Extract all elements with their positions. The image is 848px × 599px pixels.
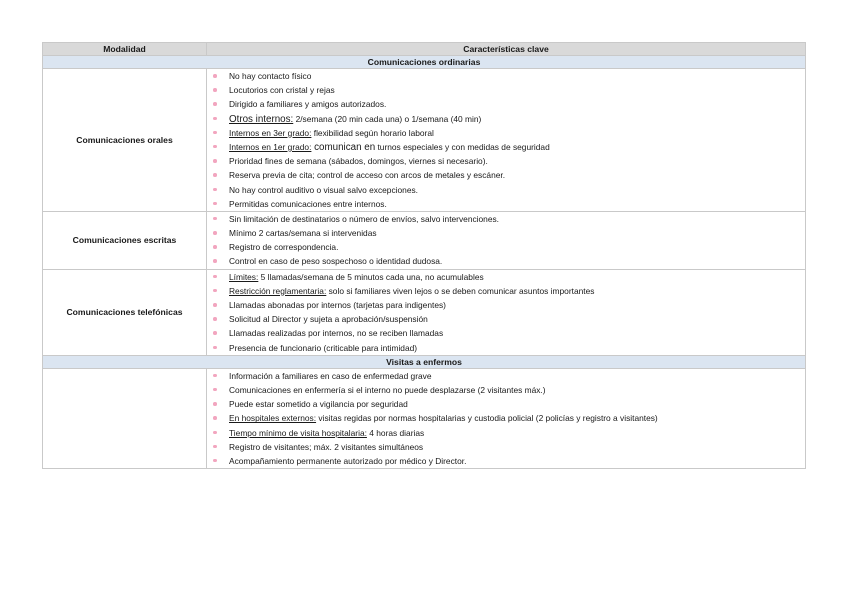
list-item (207, 154, 805, 168)
item-text: flexibilidad según horario laboral (311, 127, 434, 138)
list-item (207, 312, 805, 326)
row-escritas (43, 211, 806, 269)
item-text: No hay control auditivo o visual salvo excepciones. (229, 184, 419, 195)
item-text: solo si familiares viven lejos o se deben comunicar asuntos importantes (326, 285, 595, 296)
item-text: Reserva previa de cita; control de acceso con arcos de metales y escáner. (229, 170, 506, 181)
item-text: Solicitud al Director y sujeta a aprobación/suspensión (229, 314, 428, 325)
list-item (207, 226, 805, 240)
list-item (207, 369, 805, 383)
characteristics-escritas (207, 211, 806, 269)
list-item (207, 426, 805, 440)
characteristics-enfermos (207, 368, 806, 468)
list-item (207, 69, 805, 83)
item-text: visitas regidas por normas hospitalarias y custodia policial (2 policías y registro a visitantes) (316, 413, 658, 424)
item-lead: Otros internos: (229, 113, 294, 125)
list-item (207, 454, 805, 468)
header-modalidad: Modalidad (43, 43, 207, 56)
item-text: Llamadas realizadas por internos, no se reciben llamadas (229, 328, 444, 339)
list-item (207, 112, 805, 126)
list-item (207, 298, 805, 312)
section-row-ordinarias (43, 56, 806, 69)
item-lead: En hospitales externos: (229, 413, 317, 424)
list-item (207, 411, 805, 425)
item-text: Sin limitación de destinatarios o número de envíos, salvo intervenciones. (229, 213, 500, 224)
list-item (207, 97, 805, 111)
item-text: Registro de visitantes; máx. 2 visitantes simultáneos (229, 441, 424, 452)
item-text: Control en caso de peso sospechoso o identidad dudosa. (229, 256, 443, 267)
bullet-list-escritas (207, 212, 805, 269)
characteristics-orales (207, 69, 806, 212)
item-text: Permitidas comunicaciones entre internos. (229, 198, 387, 209)
list-item (207, 383, 805, 397)
list-item (207, 440, 805, 454)
item-text: Llamadas abonadas por internos (tarjetas para indigentes) (229, 300, 446, 310)
communications-table (42, 42, 806, 469)
list-item (207, 240, 805, 254)
item-lead: Internos en 3er grado: (229, 127, 312, 138)
row-enfermos (43, 368, 806, 468)
characteristics-telefonicas (207, 269, 806, 355)
item-text: Puede estar sometido a vigilancia por seguridad (229, 399, 408, 410)
list-item (207, 183, 805, 197)
item-text: turnos especiales y con medidas de seguridad (375, 141, 550, 152)
header-caracteristicas: Características clave (207, 43, 806, 56)
list-item (207, 126, 805, 140)
item-text: Comunicaciones en enfermería si el interno no puede desplazarse (2 visitantes máx.) (229, 384, 546, 395)
modalidad-escritas: Comunicaciones escritas (43, 211, 207, 269)
item-emphasis: comunican en (311, 141, 376, 153)
item-lead: Restricción reglamentaria: (229, 285, 327, 296)
item-lead: Límites: (229, 271, 259, 282)
item-text: Dirigido a familiares y amigos autorizados. (229, 99, 387, 110)
list-item (207, 284, 805, 298)
item-text: 4 horas diarias (366, 427, 425, 438)
item-text: 5 llamadas/semana de 5 minutos cada una, no acumulables (258, 271, 484, 282)
row-telefonicas (43, 269, 806, 355)
list-item (207, 397, 805, 411)
item-text: Información a familiares en caso de enfermedad grave (229, 370, 432, 381)
item-lead: Tiempo mínimo de visita hospitalaria: (229, 427, 367, 438)
modalidad-enfermos (43, 368, 207, 468)
list-item (207, 83, 805, 97)
item-text: Presencia de funcionario (criticable para intimidad) (229, 342, 418, 353)
item-text: Locutorios con cristal y rejas (229, 85, 335, 96)
bullet-list-orales (207, 69, 805, 211)
item-text: No hay contacto físico (229, 71, 312, 81)
row-orales (43, 69, 806, 212)
modalidad-telefonicas: Comunicaciones telefónicas (43, 269, 207, 355)
section-row-enfermos (43, 355, 806, 368)
item-text: Prioridad fines de semana (sábados, domingos, viernes si necesario). (229, 156, 488, 167)
item-text: Mínimo 2 cartas/semana si intervenidas (229, 228, 377, 239)
list-item (207, 140, 805, 154)
list-item (207, 326, 805, 340)
section-title-enfermos: Visitas a enfermos (43, 355, 806, 368)
bullet-list-telefonicas (207, 270, 805, 355)
list-item (207, 212, 805, 226)
item-lead: Internos en 1er grado: (229, 141, 312, 152)
list-item (207, 270, 805, 284)
modalidad-orales: Comunicaciones orales (43, 69, 207, 212)
list-item (207, 168, 805, 182)
list-item (207, 341, 805, 355)
bullet-list-enfermos (207, 369, 805, 468)
list-item (207, 254, 805, 268)
item-text: Registro de correspondencia. (229, 242, 339, 253)
item-text: 2/semana (20 min cada una) o 1/semana (40 min) (293, 113, 482, 124)
header-row (43, 43, 806, 56)
list-item (207, 197, 805, 211)
section-title-ordinarias: Comunicaciones ordinarias (43, 56, 806, 69)
item-text: Acompañamiento permanente autorizado por médico y Director. (229, 455, 467, 466)
